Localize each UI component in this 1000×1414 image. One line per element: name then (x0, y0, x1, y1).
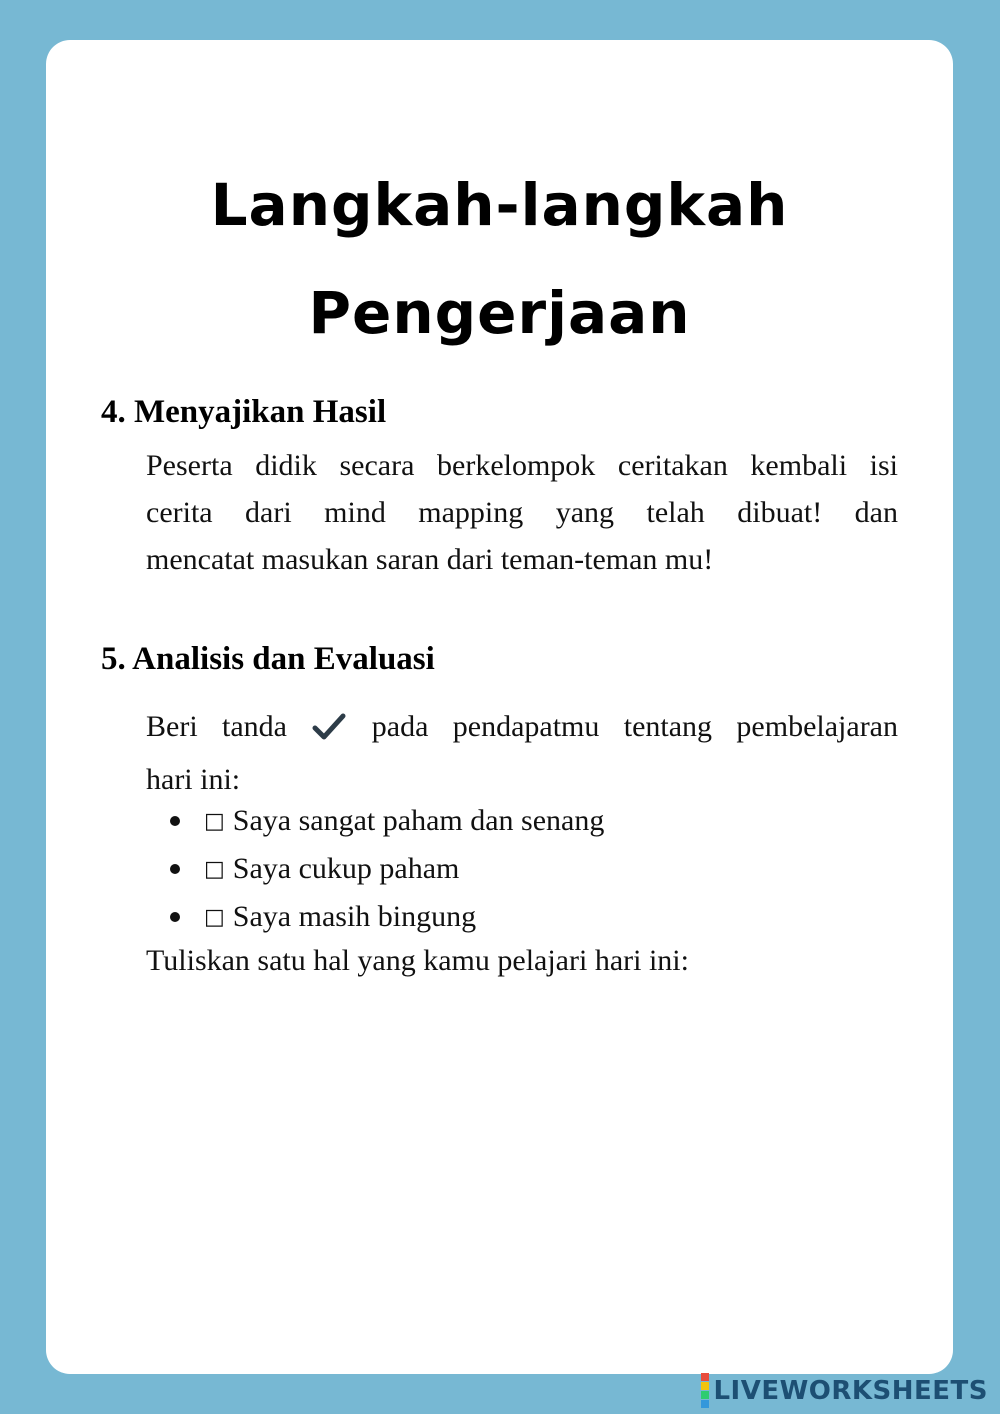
instruction-before: Beri tanda (146, 710, 287, 743)
liveworksheets-brand[interactable] (701, 1373, 988, 1408)
worksheet-card (46, 40, 953, 1374)
section-4-heading: 4. Menyajikan Hasil (101, 394, 387, 430)
instruction-after: pada pendapatmu tentang pembelajaran (371, 710, 898, 743)
title-line-1: Langkah-langkah (210, 170, 789, 239)
checkbox-icon[interactable]: □ (204, 809, 225, 834)
option-item[interactable] (164, 845, 604, 893)
bullet-icon (170, 864, 180, 874)
option-item[interactable] (164, 797, 604, 845)
section-4-paragraph (146, 442, 898, 583)
bullet-icon (170, 816, 180, 826)
section-5-instruction (146, 703, 898, 803)
section-4-line: mencatat masukan saran dari teman-teman mu! (146, 543, 714, 576)
option-label: Saya sangat paham dan senang (232, 804, 605, 837)
option-label: Saya masih bingung (232, 900, 477, 933)
option-item[interactable] (164, 893, 604, 941)
page-title (46, 151, 953, 367)
checkbox-icon[interactable]: □ (204, 857, 225, 882)
write-prompt: Tuliskan satu hal yang kamu pelajari hari ini: (146, 944, 689, 977)
bullet-icon (170, 912, 180, 922)
title-line-2: Pengerjaan (308, 278, 691, 347)
instruction-line-1 (146, 703, 898, 756)
liveworksheets-logo-icon (701, 1373, 709, 1408)
section-5-heading: 5. Analisis dan Evaluasi (101, 641, 435, 677)
checkmark-icon (311, 709, 347, 756)
instruction-line-2: hari ini: (146, 763, 241, 796)
option-label: Saya cukup paham (232, 852, 460, 885)
opinion-options-list (164, 797, 604, 941)
section-4-line: cerita dari mind mapping yang telah dibuat! dan (146, 496, 898, 529)
section-4-line: Peserta didik secara berkelompok ceritakan kembali isi (146, 449, 898, 482)
checkbox-icon[interactable]: □ (204, 905, 225, 930)
brand-name: LIVEWORKSHEETS (713, 1375, 988, 1406)
